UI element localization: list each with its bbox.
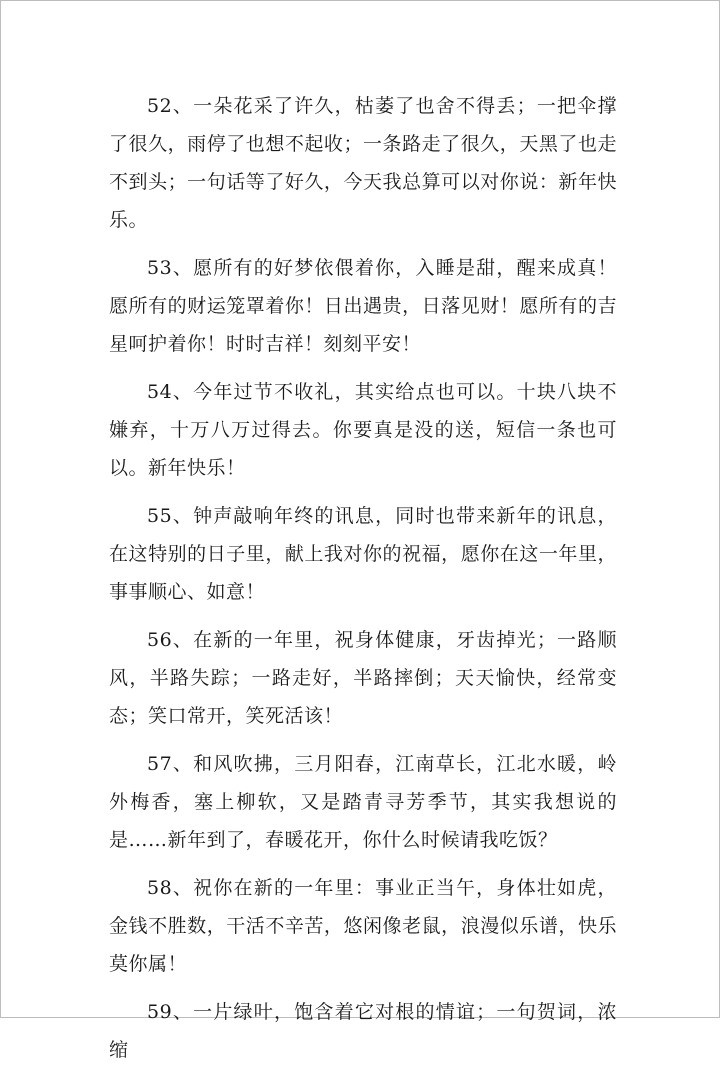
paragraph-53: 53、愿所有的好梦依偎着你，入睡是甜，醒来成真！愿所有的财运笼罩着你！日出遇贵，日落见财！愿所有的吉星呵护着你！时时吉祥！刻刻平安！	[109, 257, 617, 355]
document-body	[109, 87, 617, 1079]
paragraph-52: 52、一朵花采了许久，枯萎了也舍不得丢；一把伞撑了很久，雨停了也想不起收；一条路走了很久，天黑了也走不到头；一句话等了好久，今天我总算可以对你说：新年快乐。	[109, 95, 617, 231]
paragraph-57: 57、和风吹拂，三月阳春，江南草长，江北水暖，岭外梅香，塞上柳软，又是踏青寻芳季节，其实我想说的是……新年到了，春暖花开，你什么时候请我吃饭？	[109, 753, 617, 851]
paragraph-58: 58、祝你在新的一年里：事业正当午，身体壮如虎，金钱不胜数，干活不辛苦，悠闲像老鼠，浪漫似乐谱，快乐莫你属！	[109, 877, 617, 975]
paragraph-54: 54、今年过节不收礼，其实给点也可以。十块八块不嫌弃，十万八万过得去。你要真是没的送，短信一条也可以。新年快乐！	[109, 381, 617, 479]
paragraph-59: 59、一片绿叶，饱含着它对根的情谊；一句贺词，浓缩	[109, 1001, 617, 1061]
paragraph-55: 55、钟声敲响年终的讯息，同时也带来新年的讯息，在这特别的日子里，献上我对你的祝福，愿你在这一年里，事事顺心、如意！	[109, 505, 617, 603]
paragraph-56: 56、在新的一年里，祝身体健康，牙齿掉光；一路顺风，半路失踪；一路走好，半路摔倒；天天愉快，经常变态；笑口常开，笑死活该！	[109, 629, 617, 727]
